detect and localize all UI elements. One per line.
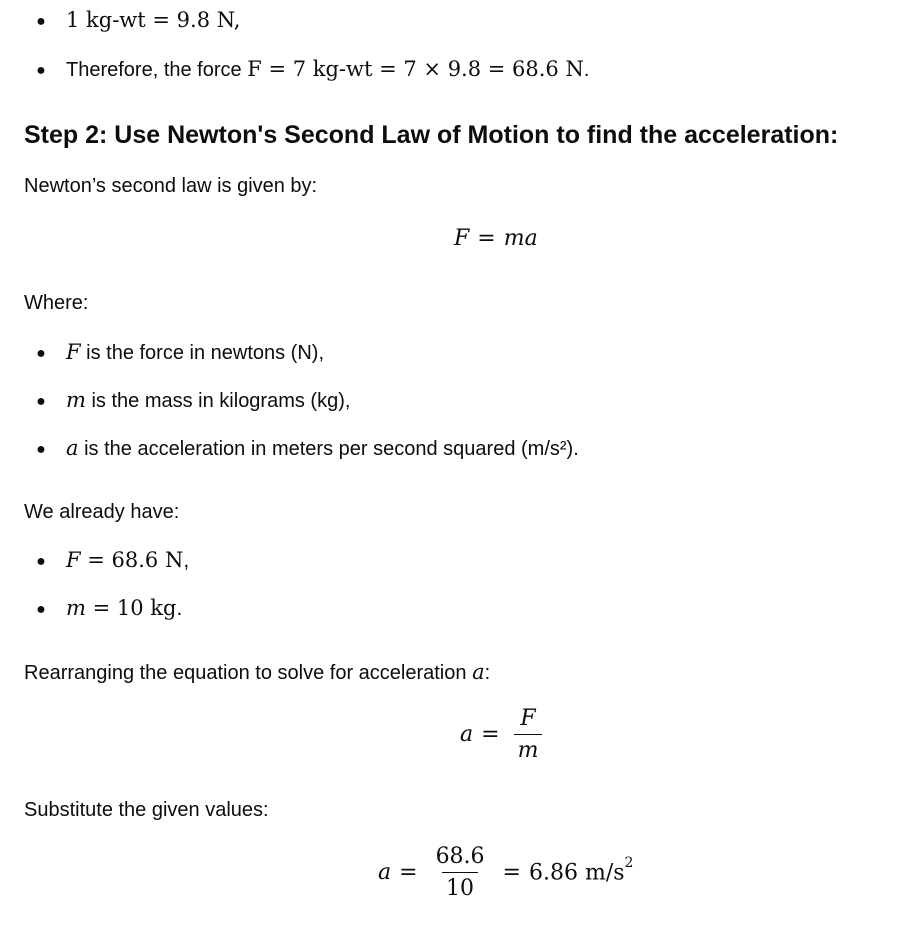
var-a: a — [472, 660, 485, 684]
fraction — [432, 844, 489, 901]
var-m: m — [66, 596, 86, 620]
result-value: 6.86 m/s — [528, 860, 625, 886]
eq-lhs: a — [460, 722, 474, 747]
bullet-icon: ● — [36, 601, 46, 618]
eq-sign: = — [502, 860, 521, 885]
denominator: m — [514, 734, 543, 763]
eq-sign: = — [477, 226, 496, 251]
value-math: = 10 kg — [85, 596, 177, 620]
where-text: Where: — [24, 292, 89, 314]
eq-sign: = — [481, 722, 500, 747]
equation-accel — [460, 706, 548, 763]
conversion-math: 1 kg-wt = 9.8 N — [66, 8, 234, 32]
rearrange-text — [24, 658, 490, 687]
exponent: 2 — [624, 855, 634, 872]
list-item — [66, 386, 350, 415]
denominator: 10 — [442, 872, 478, 901]
var-f: F — [66, 340, 81, 364]
def-text: is the mass in kilograms (kg), — [85, 390, 351, 412]
eq-lhs: a — [378, 860, 392, 885]
bullet-icon: ● — [36, 345, 46, 362]
var-f: F — [66, 548, 81, 572]
punct: : — [484, 662, 491, 684]
force-math: F = 7 kg-wt = 7 × 9.8 = 68.6 N — [247, 57, 584, 81]
rearrange-label: Rearranging the equation to solve for acceleration — [24, 662, 473, 684]
fraction — [514, 706, 543, 763]
bullet-icon: ● — [36, 62, 46, 79]
eq-lhs: F — [454, 226, 470, 251]
list-item — [66, 594, 182, 623]
substitute-text: Substitute the given values: — [24, 799, 269, 821]
bullet-icon: ● — [36, 393, 46, 410]
list-item — [66, 546, 189, 575]
bullet-icon: ● — [36, 13, 46, 30]
var-a: a — [66, 436, 79, 460]
numerator: 68.6 — [435, 844, 485, 869]
bullet-icon: ● — [36, 553, 46, 570]
var-m: m — [66, 388, 86, 412]
equation-newton — [454, 226, 538, 251]
value-math: = 68.6 N — [80, 548, 184, 572]
already-text: We already have: — [24, 501, 180, 523]
list-item — [66, 434, 579, 463]
list-item — [66, 55, 589, 84]
list-item — [66, 338, 324, 367]
list-item — [66, 6, 240, 34]
punct: , — [233, 8, 241, 32]
punct: . — [176, 597, 183, 620]
punct: . — [583, 59, 590, 81]
eq-rhs: ma — [503, 226, 538, 251]
intro-text: Newton’s second law is given by: — [24, 175, 318, 197]
list-text: Therefore, the force — [66, 59, 248, 81]
eq-sign: = — [399, 860, 418, 885]
equation-result — [378, 844, 633, 901]
def-text: is the acceleration in meters per second squared (m/s²). — [78, 438, 579, 460]
punct: , — [183, 549, 190, 572]
result — [528, 855, 634, 886]
section-heading: Step 2: Use Newton's Second Law of Motion to find the acceleration: — [24, 121, 839, 149]
numerator: F — [520, 706, 536, 731]
bullet-icon: ● — [36, 441, 46, 458]
def-text: is the force in newtons (N), — [80, 342, 325, 364]
